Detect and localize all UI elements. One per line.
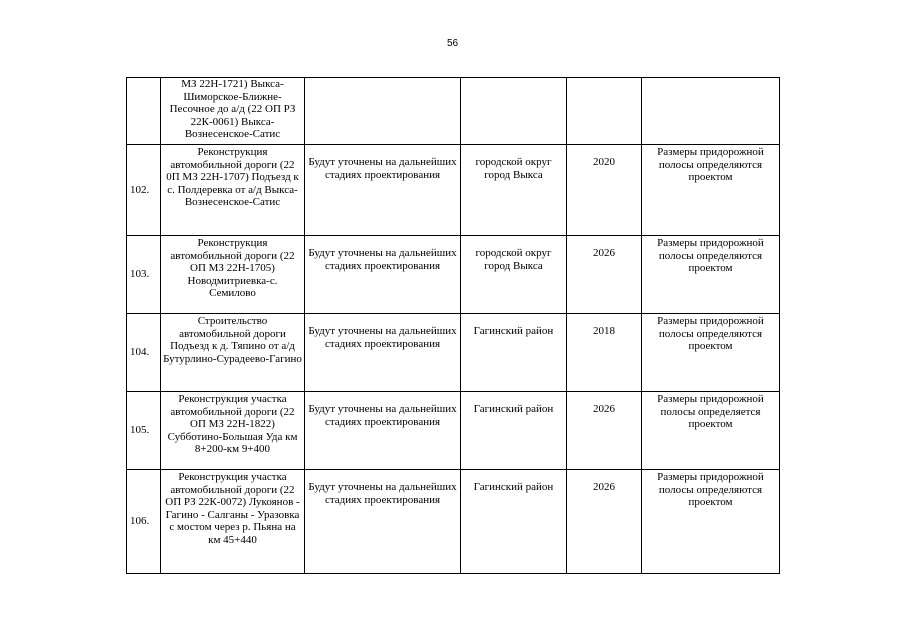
object-name-cell: Реконструкция участка автомобильной дороги (22 ОП РЗ 22К-0072) Лукоянов - Гагино - Салганы - Уразовка с мостом через р. Пьяна на км 45+440 [161,470,305,574]
table-row [127,78,780,145]
object-name-cell: МЗ 22Н-1721) Выкса-Шиморское-Ближне-Песочное до а/д (22 ОП РЗ 22К-0061) Выкса-Вознесенское-Сатис [161,78,305,145]
year-cell: 2018 [567,314,642,392]
table-row [127,236,780,314]
location-cell: городской округ город Выкса [461,145,567,236]
year-cell: 2026 [567,470,642,574]
year-cell: 2026 [567,236,642,314]
year-cell [567,78,642,145]
note-cell: Размеры придорожной полосы определяются проектом [642,314,780,392]
note-cell: Размеры придорожной полосы определяются проектом [642,145,780,236]
parameters-cell: Будут уточнены на дальнейших стадиях проектирования [305,470,461,574]
location-cell: городской округ город Выкса [461,236,567,314]
row-number-cell: 106. [127,470,161,574]
object-name-cell: Реконструкция участка автомобильной дороги (22 ОП МЗ 22Н-1822) Субботино-Большая Уда км 8+200-км 9+400 [161,392,305,470]
object-name-cell: Реконструкция автомобильной дороги (22 0П МЗ 22Н-1707) Подъезд к с. Полдеревка от а/д Выкса-Вознесенское-Сатис [161,145,305,236]
parameters-cell: Будут уточнены на дальнейших стадиях проектирования [305,314,461,392]
note-cell: Размеры придорожной полосы определяется проектом [642,392,780,470]
year-cell: 2020 [567,145,642,236]
location-cell: Гагинский район [461,314,567,392]
row-number-cell: 102. [127,145,161,236]
table-row [127,145,780,236]
table-row [127,470,780,574]
location-cell: Гагинский район [461,392,567,470]
parameters-cell: Будут уточнены на дальнейших стадиях проектирования [305,392,461,470]
row-number-cell: 105. [127,392,161,470]
location-cell: Гагинский район [461,470,567,574]
object-name-cell: Строительство автомобильной дороги Подъезд к д. Тяпино от а/д Бутурлино-Сурадеево-Гагино [161,314,305,392]
row-number-cell: 103. [127,236,161,314]
note-cell [642,78,780,145]
note-cell: Размеры придорожной полосы определяются проектом [642,236,780,314]
parameters-cell: Будут уточнены на дальнейших стадиях проектирования [305,236,461,314]
table-row [127,392,780,470]
parameters-cell [305,78,461,145]
row-number-cell: 104. [127,314,161,392]
parameters-cell: Будут уточнены на дальнейших стадиях проектирования [305,145,461,236]
row-number-cell [127,78,161,145]
table-row [127,314,780,392]
page-number: 56 [446,38,459,49]
object-name-cell: Реконструкция автомобильной дороги (22 ОП МЗ 22Н-1705) Новодмитриевка-с. Семилово [161,236,305,314]
year-cell: 2026 [567,392,642,470]
location-cell [461,78,567,145]
note-cell: Размеры придорожной полосы определяются проектом [642,470,780,574]
projects-table [126,77,780,574]
